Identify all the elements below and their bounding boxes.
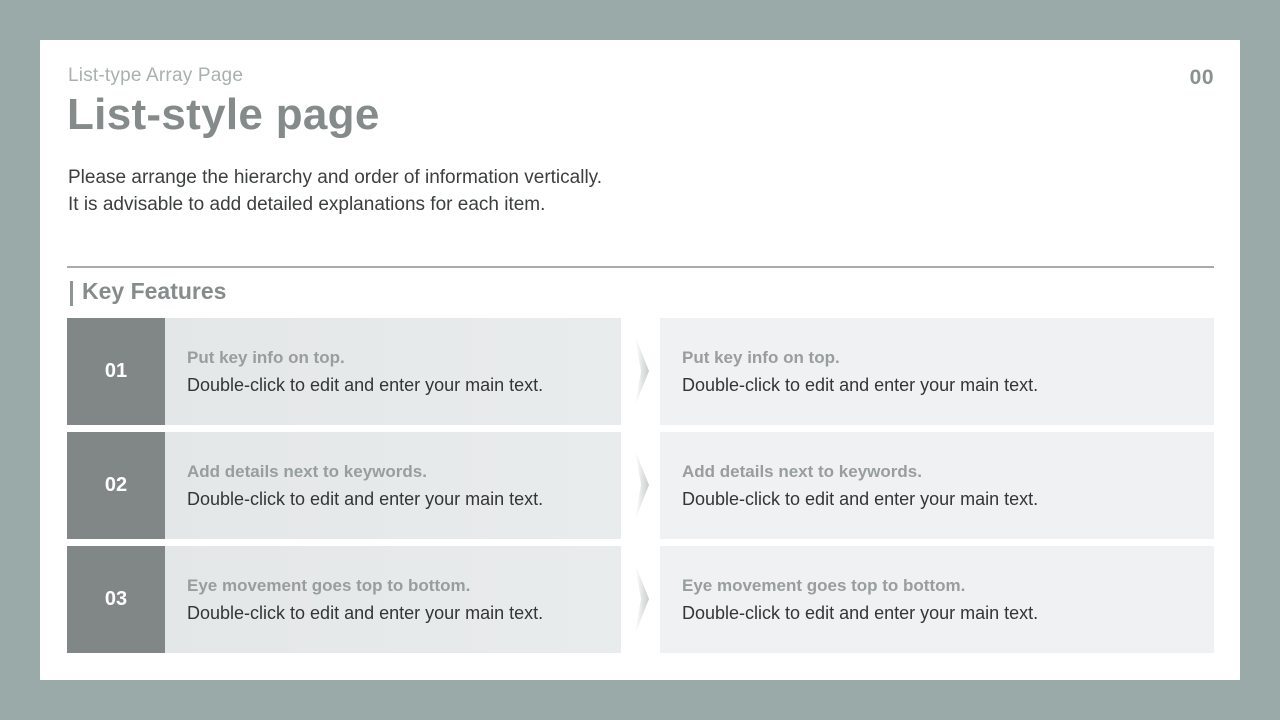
list-item (67, 546, 1214, 653)
item-card-right[interactable] (660, 432, 1214, 539)
item-body: Double-click to edit and enter your main text. (682, 375, 1039, 395)
item-body: Double-click to edit and enter your main text. (682, 603, 1039, 623)
item-card-left[interactable] (165, 318, 621, 425)
item-heading: Add details next to keywords. (682, 462, 922, 481)
description-line-2: It is advisable to add detailed explanations for each item. (68, 194, 546, 215)
item-body: Double-click to edit and enter your main text. (187, 489, 544, 509)
description-line-1: Please arrange the hierarchy and order of information vertically. (68, 167, 603, 188)
page-subtitle: List-type Array Page (68, 65, 244, 86)
chevron-right-icon (635, 564, 655, 634)
page-title: List-style page (67, 90, 380, 139)
item-card-left[interactable] (165, 432, 621, 539)
list-item (67, 318, 1214, 425)
item-card-left[interactable] (165, 546, 621, 653)
item-number: 03 (67, 546, 165, 653)
item-card-right[interactable] (660, 318, 1214, 425)
section-title: Key Features (82, 278, 227, 304)
slide (40, 40, 1240, 680)
item-card-right[interactable] (660, 546, 1214, 653)
item-number: 02 (67, 432, 165, 539)
list-item (67, 432, 1214, 539)
chevron-right-icon (635, 336, 655, 406)
item-heading: Eye movement goes top to bottom. (187, 576, 471, 595)
page-number: 00 (1189, 66, 1214, 89)
description (68, 164, 602, 218)
item-heading: Put key info on top. (682, 348, 840, 367)
item-body: Double-click to edit and enter your main text. (682, 489, 1039, 509)
item-body: Double-click to edit and enter your main text. (187, 375, 544, 395)
chevron-right-icon (635, 450, 655, 520)
item-heading: Eye movement goes top to bottom. (682, 576, 966, 595)
item-number: 01 (67, 318, 165, 425)
item-heading: Add details next to keywords. (187, 462, 427, 481)
section-marker (70, 281, 73, 306)
item-body: Double-click to edit and enter your main text. (187, 603, 544, 623)
item-heading: Put key info on top. (187, 348, 345, 367)
divider (67, 266, 1214, 268)
